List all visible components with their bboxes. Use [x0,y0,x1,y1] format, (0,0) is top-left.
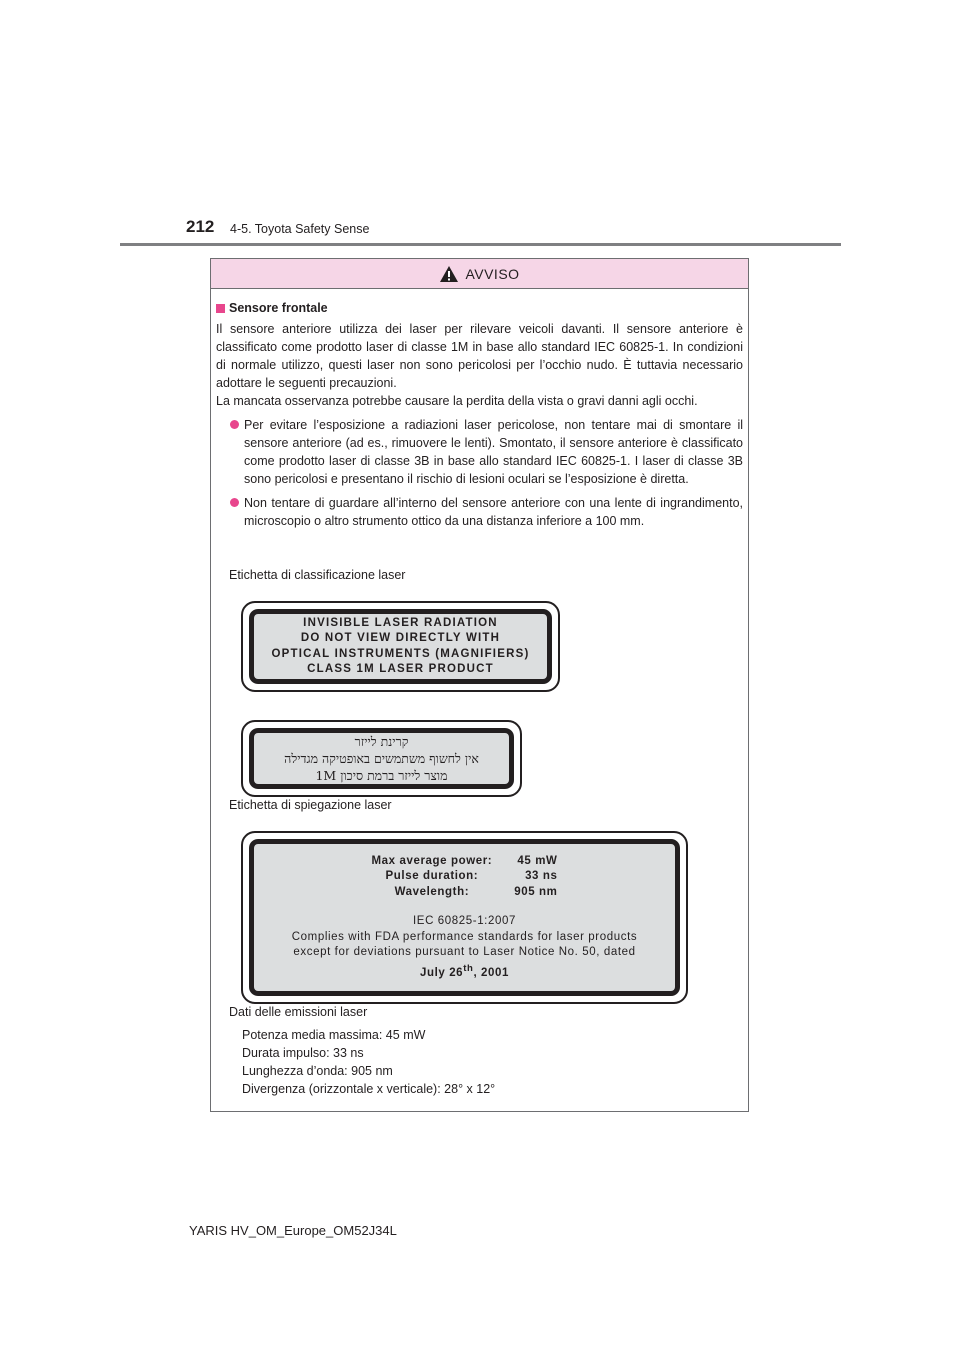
classification-line: OPTICAL INSTRUMENTS (MAGNIFIERS) [271,647,530,660]
spec-name: Pulse duration: [385,870,479,883]
subheading-text: Sensore frontale [229,301,328,315]
spec-name: Wavelength: [394,885,470,898]
classification-label [241,601,560,692]
list-item [230,494,743,530]
classification-line: CLASS 1M LASER PRODUCT [307,663,494,675]
classification-line: INVISIBLE LASER RADIATION [303,616,498,629]
square-bullet-icon [216,304,225,313]
section-title: 4-5. Toyota Safety Sense [230,222,370,236]
table-row [368,854,562,870]
emissions-caption: Dati delle emissioni laser [229,1005,368,1019]
iec-line: Complies with FDA performance standards for laser products [291,930,638,943]
emission-line: Potenza media massima: 45 mW [242,1028,426,1042]
date-line [420,961,509,981]
iec-line: IEC 60825-1:2007 [413,915,516,928]
list-item [230,416,743,488]
emission-line: Divergenza (orizzontale x verticale): 28° x 12° [242,1082,496,1096]
spec-value: 45 mW [517,854,558,867]
warning-body [216,299,743,536]
warning-triangle-icon [439,265,459,283]
explanation-label [241,831,688,1004]
subheading [216,299,743,317]
page-number: 212 [186,217,215,236]
table-row [368,885,562,901]
bullet-text: Non tentare di guardare all’interno del sensore anteriore con una lente di ingrandimento, microscopio o altro strumento ottico da una distanza inferiore a 100 mm. [244,496,743,528]
emissions-list [242,1026,495,1098]
bullet-list [216,416,743,530]
header-rule [120,243,841,246]
hebrew-line: אין לחשוף משתמשים באופטיקה מגדילה [284,751,479,766]
spec-value: 33 ns [525,870,558,883]
hebrew-label-inner [249,728,514,789]
explanation-label-inner [249,839,680,996]
table-row [368,869,562,885]
spec-name: Max average power: [371,854,493,867]
classification-line: DO NOT VIEW DIRECTLY WITH [300,632,501,644]
date-suffix: , 2001 [473,966,510,979]
intro-paragraph: Il sensore anteriore utilizza dei laser per rilevare veicoli davanti. Il sensore anteriore è classificato come prodotto laser di classe 1M in base allo standard IEC 60825-1. In condizioni di normale utilizzo, questi laser non sono pericolosi per l’occhio nudo. È tuttavia necessario adottare le seguenti precauzioni. [216,322,743,390]
date-prefix: July 26 [419,966,464,979]
hebrew-line: מוצר לייזר ברמת סיכון 1M [315,768,448,783]
explanation-caption: Etichetta di spiegazione laser [229,798,392,812]
iec-line: except for deviations pursuant to Laser Notice No. 50, dated [293,946,636,959]
bullet-text: Per evitare l’esposizione a radiazioni laser pericolose, non tentare mai di smontare il sensore anteriore (ad es., rimuovere le lenti). Smontato, il sensore anteriore è classificato come prodotto laser di classe 3B in base allo standard IEC 60825-1. I laser di classe 3B sono pericolosi e presentano il rischio di lesioni oculari se l’esposizione è diretta. [244,418,743,486]
emission-line: Lunghezza d’onda: 905 nm [242,1064,393,1078]
round-bullet-icon [230,420,239,429]
emission-line: Durata impulso: 33 ns [242,1046,364,1060]
footer-doc-id: YARIS HV_OM_Europe_OM52J34L [189,1223,397,1238]
classification-label-inner [249,609,552,684]
warning-title: AVVISO [465,265,520,282]
hebrew-label [241,720,522,797]
classification-caption: Etichetta di classificazione laser [229,568,406,582]
spec-table [368,854,562,901]
consequence-paragraph: La mancata osservanza potrebbe causare la perdita della vista o gravi danni agli occhi. [216,394,698,408]
spec-value: 905 nm [514,885,558,898]
round-bullet-icon [230,498,239,507]
date-superscript: th [463,962,474,974]
hebrew-line: קרינת לייזר [354,734,409,749]
warning-header [211,259,748,289]
